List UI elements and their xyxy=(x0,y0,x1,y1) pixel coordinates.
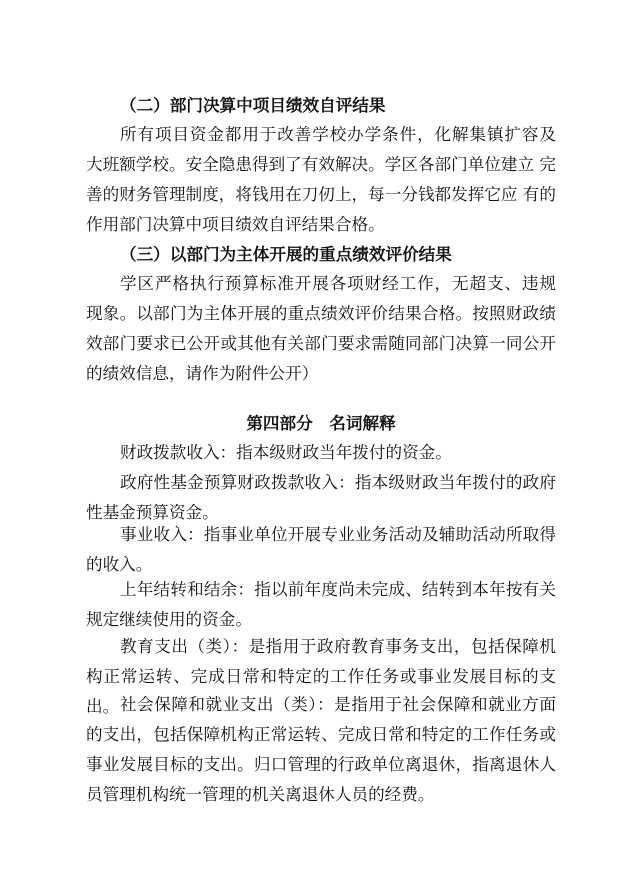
term-education-expenditure: 教育支出（类）：是指用于政府教育事务支出，包括保障机构正常运转、完成日常和特定的工作任务或事业发展目标的支出。 xyxy=(86,637,556,716)
term-government-fund-income: 政府性基金预算财政拨款收入：指本级财政当年拨付的政府性基金预算资金。 xyxy=(86,473,556,522)
term-fiscal-appropriation-income: 财政拨款收入：指本级财政当年拨付的资金。 xyxy=(120,443,452,462)
term-social-security-expenditure: 社会保障和就业支出（类）：是指用于社会保障和就业方面的支出，包括保障机构正常运转、完成日常和特定的工作任务或事业发展目标的支出。归口管理的行政单位离退休，指离退休人员管理机构统一管理的机关离退休人员的经费。 xyxy=(86,695,556,804)
section-3-heading: （三）以部门为主体开展的重点绩效评价结果 xyxy=(120,244,452,264)
part-4-title: 第四部分 名词解释 xyxy=(246,413,396,433)
term-business-income: 事业收入：指事业单位开展专业业务活动及辅助活动所取得的收入。 xyxy=(86,525,556,574)
section-3-body: 学区严格执行预算标准开展各项财经工作，无超支、违规 现象。以部门为主体开展的重点绩效评价结果合格。按照财政绩效部门要求已公开或其他有关部门要求需随同部门决算一同公开的绩效信息，请作为附件公开） xyxy=(86,274,556,383)
section-2-body: 所有项目资金都用于改善学校办学条件，化解集镇扩容及 大班额学校。安全隐患得到了有效解决。学区各部门单位建立 完善的财务管理制度，将钱用在刀仞上，每一分钱都发挥它应 有的作用部门决算中项目绩效自评结果合格。 xyxy=(86,125,556,234)
section-2-heading: （二）部门决算中项目绩效自评结果 xyxy=(120,95,386,115)
term-carryover-balance: 上年结转和结余：指以前年度尚未完成、结转到本年按有关规定继续使用的资金。 xyxy=(86,580,556,629)
